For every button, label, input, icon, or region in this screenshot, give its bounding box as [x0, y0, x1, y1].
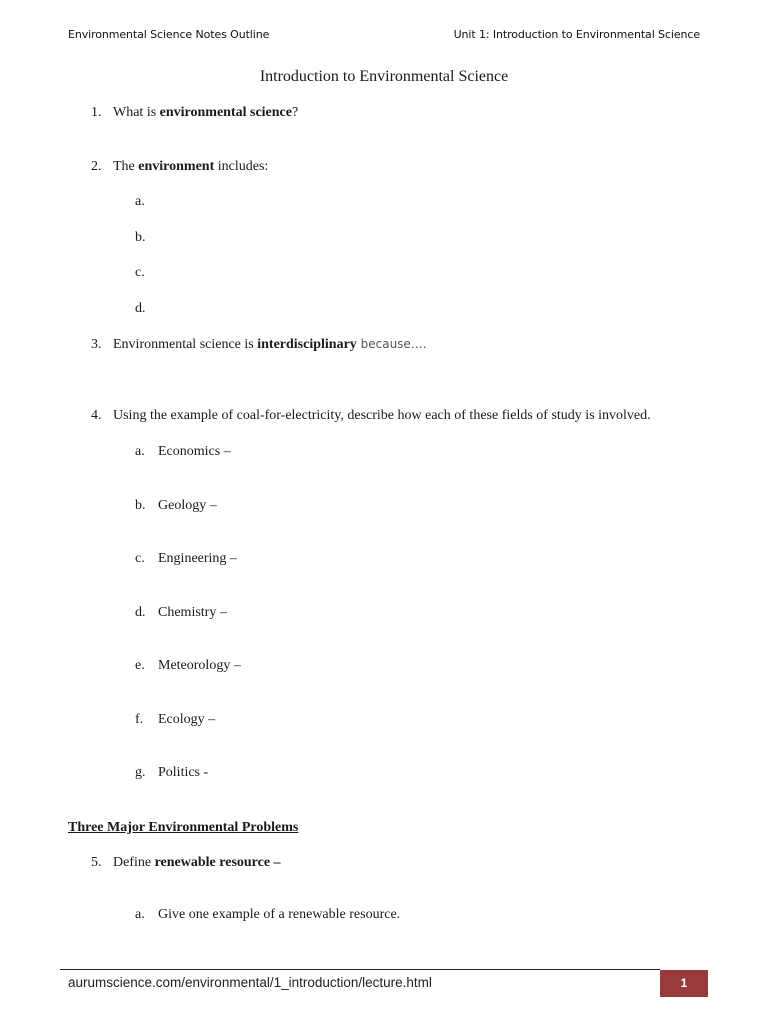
q4-item-ecology: Ecology –	[158, 712, 216, 727]
section-heading: Three Major Environmental Problems	[68, 820, 299, 835]
q3-text: Environmental science is interdisciplinary because….	[113, 337, 427, 352]
q4-item-meteorology: Meteorology –	[158, 658, 241, 673]
q4-item-politics: Politics -	[158, 765, 209, 780]
q4-item-letter: f.	[135, 712, 144, 727]
q2-item-b: b.	[135, 230, 146, 245]
q1-text: What is environmental science?	[113, 105, 299, 120]
page-title: Introduction to Environmental Science	[259, 68, 509, 85]
q1-number: 1.	[91, 105, 102, 120]
q5-text: Define renewable resource –	[113, 855, 281, 870]
page-number: 1	[660, 970, 708, 997]
q4-item-letter: b.	[135, 498, 146, 513]
header-right: Unit 1: Introduction to Environmental Science	[453, 28, 700, 41]
q4-item-engineering: Engineering –	[158, 551, 237, 566]
q2-number: 2.	[91, 159, 102, 174]
q4-item-economics: Economics –	[158, 444, 231, 459]
footer-url: aurumscience.com/environmental/1_introduction/lecture.html	[68, 975, 432, 990]
q4-number: 4.	[91, 408, 102, 423]
q4-item-letter: a.	[135, 444, 145, 459]
q4-item-letter: g.	[135, 765, 146, 780]
q5-sub-text: Give one example of a renewable resource.	[158, 907, 401, 922]
footer-divider	[60, 969, 660, 970]
q4-text: Using the example of coal-for-electricity, describe how each of these fields of study is involved.	[113, 408, 651, 423]
q2-text: The environment includes:	[113, 159, 269, 174]
q5-sub-letter: a.	[135, 907, 145, 922]
q4-item-chemistry: Chemistry –	[158, 605, 227, 620]
q2-item-a: a.	[135, 194, 145, 209]
q4-item-geology: Geology –	[158, 498, 217, 513]
q3-number: 3.	[91, 337, 102, 352]
q2-item-c: c.	[135, 265, 145, 280]
q4-item-letter: e.	[135, 658, 145, 673]
q2-item-d: d.	[135, 301, 146, 316]
header-left: Environmental Science Notes Outline	[68, 28, 270, 41]
q5-number: 5.	[91, 855, 102, 870]
q4-item-letter: d.	[135, 605, 146, 620]
q4-item-letter: c.	[135, 551, 145, 566]
